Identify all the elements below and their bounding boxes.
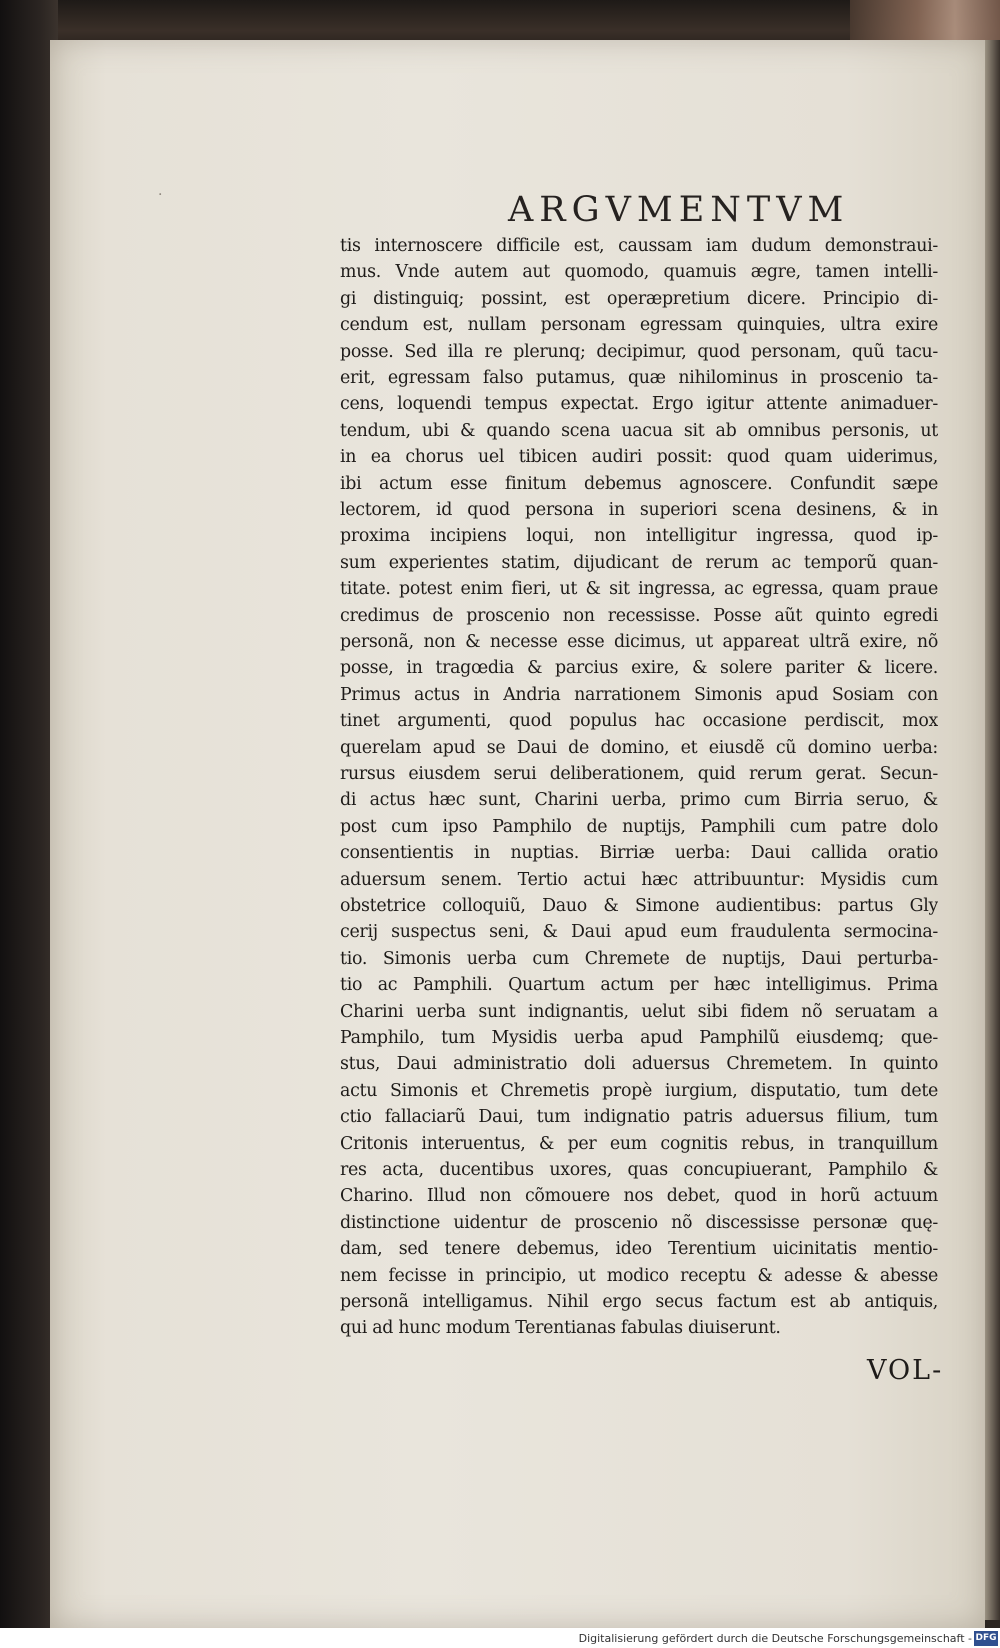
text-line: posse. Sed illa re plerunq; decipimur, quod personam, quũ tacu- — [340, 341, 938, 362]
text-line: obstetrice colloquiũ, Dauo & Simone audientibus: partus Gly — [340, 896, 938, 916]
text-line: mus. Vnde autem aut quomodo, quamuis ægre, tamen intelli- — [340, 262, 938, 283]
text-line: titate. potest enim fieri, ut & sit ingressa, ac egressa, quam praue — [340, 579, 938, 600]
text-line: gi distinguiq; possint, est operæpretium dicere. Principio di- — [340, 288, 938, 309]
text-line: ctio fallaciarũ Daui, tum indignatio patris aduersus filium, tum — [340, 1107, 938, 1128]
dfg-logo: DFG — [974, 1631, 998, 1646]
text-line: res acta, ducentibus uxores, quas concupiuerant, Pamphilo & — [340, 1160, 938, 1180]
text-line: tio. Simonis uerba cum Chremete de nuptijs, Daui perturba- — [340, 948, 938, 969]
text-line: di actus hæc sunt, Charini uerba, primo cum Birria seruo, & — [340, 790, 938, 811]
text-line: consentientis in nuptias. Birriæ uerba: Daui callida oratio — [340, 843, 938, 864]
text-line: ibi actum esse finitum debemus agnoscere. Confundit sæpe — [340, 473, 938, 494]
text-line: Pamphilo, tum Mysidis uerba apud Pamphilũ eiusdemq; que- — [340, 1028, 938, 1048]
text-line: tio ac Pamphili. Quartum actum per hæc intelligimus. Prima — [340, 975, 938, 996]
body-text — [340, 233, 938, 1343]
catchword: VOL- — [867, 1355, 944, 1386]
text-line: personã, non & necesse esse dicimus, ut appareat ultrã exire, nõ — [340, 632, 938, 652]
text-line: proxima incipiens loqui, non intelligitur ingressa, quod ip- — [340, 526, 938, 547]
text-line: querelam apud se Daui de domino, et eiusdẽ cũ domino uerba: — [340, 737, 938, 758]
text-line: tendum, ubi & quando scena uacua sit ab omnibus personis, ut — [340, 420, 938, 441]
text-line: nem fecisse in principio, ut modico receptu & adesse & abesse — [340, 1265, 938, 1286]
text-line: lectorem, id quod persona in superiori scena desinens, & in — [340, 500, 938, 520]
text-line: Charino. Illud non cõmouere nos debet, quod in horũ actuum — [340, 1186, 938, 1207]
page-mark: · — [158, 187, 163, 203]
text-line: qui ad hunc modum Terentianas fabulas diuiserunt. — [340, 1318, 781, 1339]
text-line: Critonis interuentus, & per eum cognitis rebus, in tranquillum — [340, 1133, 938, 1154]
text-line: personã intelligamus. Nihil ergo secus factum est ab antiquis, — [340, 1292, 938, 1312]
text-line: tis internoscere difficile est, caussam iam dudum demonstraui- — [340, 236, 938, 256]
text-line: tinet argumenti, quod populus hac occasione perdiscit, mox — [340, 711, 938, 732]
text-line: stus, Daui administratio doli aduersus Chremetem. In quinto — [340, 1054, 938, 1075]
text-line: sum experientes statim, dijudicant de rerum ac temporũ quan- — [340, 552, 938, 573]
page-heading: ARGVMENTVM — [508, 190, 850, 230]
text-line: cerij suspectus seni, & Daui apud eum fraudulenta sermocina- — [340, 922, 938, 943]
text-line: erit, egressam falso putamus, quæ nihilominus in proscenio ta- — [340, 368, 938, 388]
text-line: credimus de proscenio non recessisse. Posse aũt quinto egredi — [340, 605, 938, 626]
text-line: cens, loquendi tempus expectat. Ergo igitur attente animaduer- — [340, 394, 938, 415]
text-line: aduersum senem. Tertio actui hæc attribuuntur: Mysidis cum — [340, 869, 938, 890]
text-line: Charini uerba sunt indignantis, uelut sibi fidem nõ seruatam a — [340, 1001, 938, 1022]
book-page — [50, 40, 985, 1628]
text-line: distinctione uidentur de proscenio nõ discessisse personæ quę- — [340, 1212, 938, 1233]
text-line: dam, sed tenere debemus, ideo Terentium uicinitatis mentio- — [340, 1239, 938, 1260]
text-line: posse, in tragœdia & parcius exire, & solere pariter & licere. — [340, 658, 938, 679]
text-line: post cum ipso Pamphilo de nuptijs, Pamphili cum patre dolo — [340, 816, 938, 837]
text-line: actu Simonis et Chremetis propè iurgium, disputatio, tum dete — [340, 1080, 938, 1101]
text-line: Primus actus in Andria narrationem Simonis apud Sosiam con — [340, 684, 938, 705]
text-line: rursus eiusdem serui deliberationem, quid rerum gerat. Secun- — [340, 764, 938, 784]
digitization-credit: Digitalisierung gefördert durch die Deutsche Forschungsgemeinschaft - — [578, 1632, 972, 1645]
text-line: cendum est, nullam personam egressam quinquies, ultra exire — [340, 315, 938, 336]
text-line: in ea chorus uel tibicen audiri possit: quod quam uiderimus, — [340, 447, 938, 468]
